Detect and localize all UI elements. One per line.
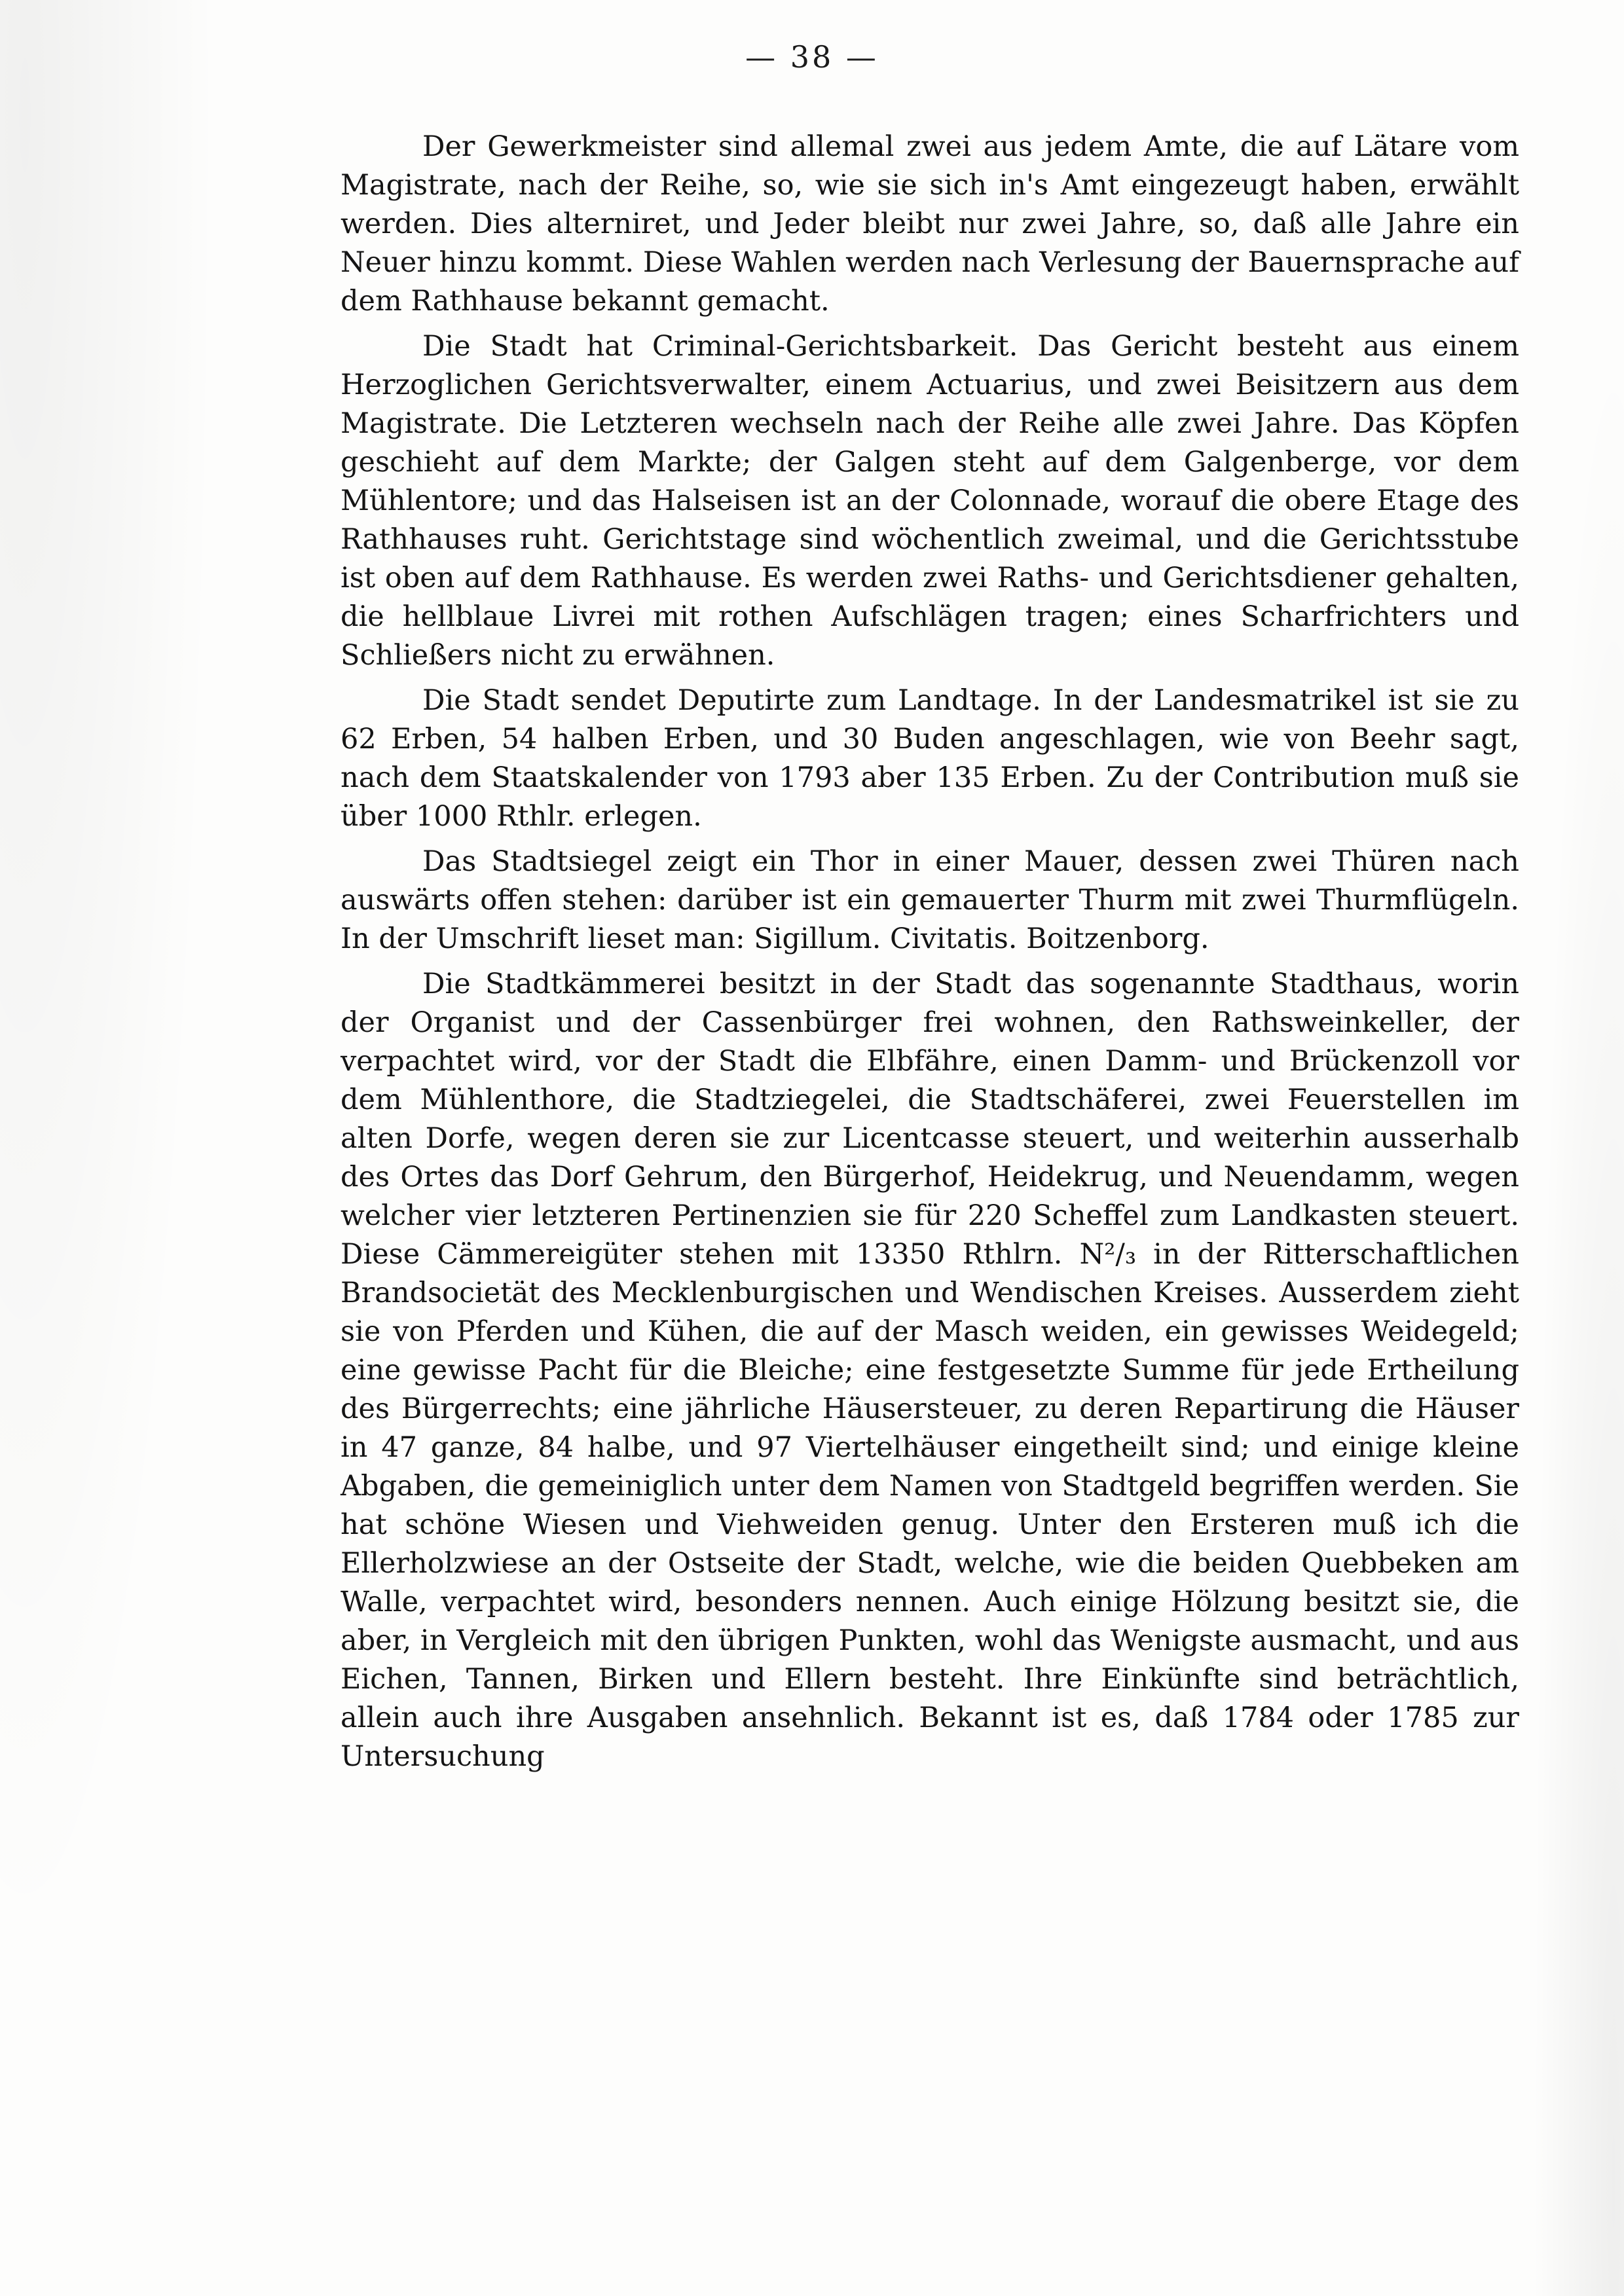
page-number: — 38 — <box>745 39 879 75</box>
scan-shadow-right <box>1519 0 1624 2296</box>
paragraph-criminal-jurisdiction: Die Stadt hat Criminal-Gerichtsbarkeit. Das Gericht besteht aus einem Herzoglichen Gerichtsverwalter, einem Actuarius, und zwei Beisitzern aus dem Magistrate. Die Letzteren wechseln nach der Reihe alle zwei Jahre. Das Köpfen geschieht auf dem Markte; der Galgen steht auf dem Galgenberge, vor dem Mühlentore; und das Halseisen ist an der Colonnade, worauf die obere Etage des Rathhauses ruht. Gerichtstage sind wöchentlich zweimal, und die Gerichtsstube ist oben auf dem Rathhause. Es werden zwei Raths- und Gerichtsdiener gehalten, die hellblaue Livrei mit rothen Aufschlägen tragen; eines Scharfrichters und Schließers nicht zu erwähnen. <box>341 330 1519 672</box>
paragraph-diet-deputies: Die Stadt sendet Deputirte zum Landtage. In der Landesmatrikel ist sie zu 62 Erben, 54 halben Erben, und 30 Buden angeschlagen, wie von Beehr sagt, nach dem Staatskalender von 1793 aber 135 Erben. Zu der Contribution muß sie über 1000 Rthlr. erlegen. <box>341 684 1519 833</box>
scan-shadow-left <box>0 0 249 2296</box>
paragraph-town-treasury: Die Stadtkämmerei besitzt in der Stadt das sogenannte Stadthaus, worin der Organist und der Cassenbürger frei wohnen, den Rathsweinkeller, der verpachtet wird, vor der Stadt die Elbfähre, einen Damm- und Brückenzoll vor dem Mühlenthore, die Stadtziegelei, die Stadtschäferei, zwei Feuerstellen im alten Dorfe, wegen deren sie zur Licentcasse steuert, und weiterhin ausserhalb des Ortes das Dorf Gehrum, den Bürgerhof, Heidekrug, und Neuendamm, wegen welcher vier letzteren Pertinenzien sie für 220 Scheffel zum Landkasten steuert. Diese Cämmereigüter stehen mit 13350 Rthlrn. N²/₃ in der Ritterschaftlichen Brandsocietät des Mecklenburgischen und Wendischen Kreises. Ausserdem zieht sie von Pferden und Kühen, die auf der Masch weiden, ein gewisses Weidegeld; eine gewisse Pacht für die Bleiche; eine festgesetzte Summe für jede Ertheilung des Bürgerrechts; eine jährliche Häusersteuer, zu deren Repartirung die Häuser in 47 ganze, 84 halbe, und 97 Viertelhäuser eingetheilt sind; und einige kleine Abgaben, die gemeiniglich unter dem Namen von Stadtgeld begriffen werden. Sie hat schöne Wiesen und Viehweiden genug. Unter den Ersteren muß ich die Ellerholzwiese an der Ostseite der Stadt, welche, wie die beiden Quebbeken am Walle, verpachtet wird, besonders nennen. Auch einige Hölzung besitzt sie, die aber, in Vergleich mit den übrigen Punkten, wohl das Wenigste ausmacht, und aus Eichen, Tannen, Birken und Ellern besteht. Ihre Einkünfte sind beträchtlich, allein auch ihre Ausgaben ansehnlich. Bekannt ist es, daß 1784 oder 1785 zur Untersuchung <box>341 968 1519 1773</box>
paragraph-guild-masters: Der Gewerkmeister sind allemal zwei aus jedem Amte, die auf Lätare vom Magistrate, nach der Reihe, so, wie sie sich in's Amt eingezeugt haben, erwählt werden. Dies alterniret, und Jeder bleibt nur zwei Jahre, so, daß alle Jahre ein Neuer hinzu kommt. Diese Wahlen werden nach Verlesung der Bauernsprache auf dem Rathhause bekannt gemacht. <box>341 130 1519 318</box>
body-text <box>341 128 1519 1776</box>
paragraph-town-seal: Das Stadtsiegel zeigt ein Thor in einer Mauer, dessen zwei Thüren nach auswärts offen stehen: darüber ist ein gemauerter Thurm mit zwei Thurmflügeln. In der Umschrift lieset man: Sigillum. Civitatis. Boitzenborg. <box>341 845 1519 955</box>
